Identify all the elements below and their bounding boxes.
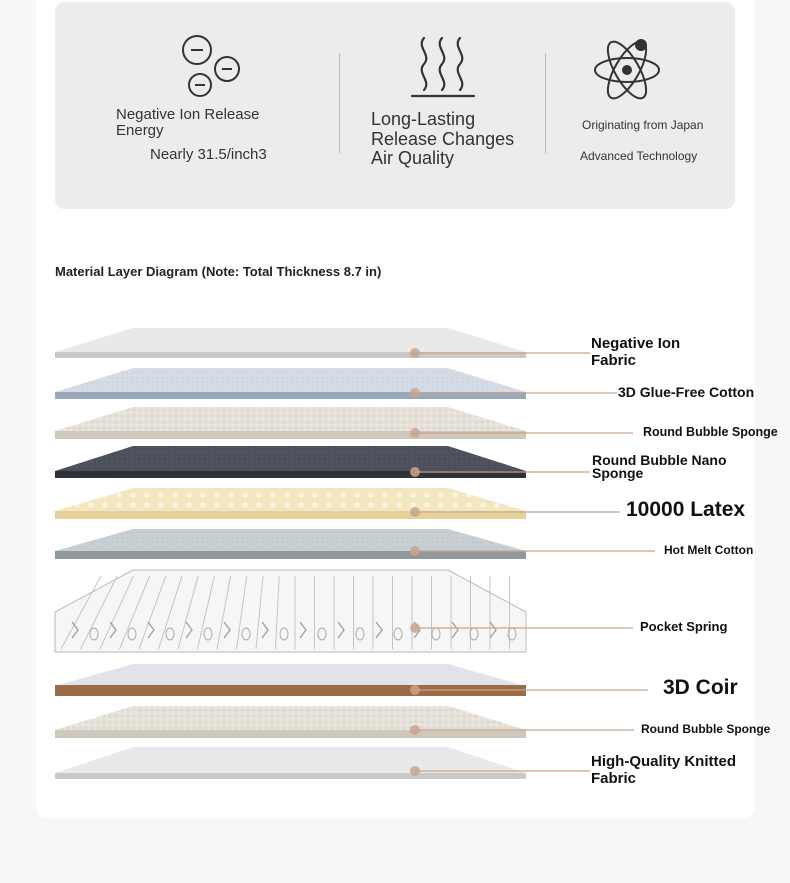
layer-round-bubble-sponge-top [55,407,633,439]
layer-pocket-spring [55,570,633,652]
label-hot-melt-cotton: Hot Melt Cotton [664,542,754,557]
leader-dot [410,623,420,633]
feature-air-quality-title: Long-Lasting Release Changes Air Quality [371,109,515,168]
leader-dot [410,725,420,735]
layer-high-quality-knitted-fabric [55,747,590,779]
label-3d-coir: 3D Coir [663,676,738,700]
leader-dot [410,467,420,477]
feature-origin-value: Advanced Technology [580,149,698,163]
label-high-quality-knitted-fabric: High-Quality Knitted Fabric [591,753,736,787]
layer-hot-melt-cotton [55,529,655,559]
label-pocket-spring: Pocket Spring [640,619,728,635]
diagram-title: Material Layer Diagram (Note: Total Thickness 8.7 in) [55,264,382,279]
label-round-bubble-sponge-bottom: Round Bubble Sponge [641,721,771,736]
label-round-bubble-sponge-top: Round Bubble Sponge [643,424,778,439]
leader-dot [410,428,420,438]
layer-3d-coir [55,664,648,696]
leader-dot [410,388,420,398]
label-3d-glue-free-cotton: 3D Glue-Free Cotton [618,383,755,400]
label-10000-latex: 10000 Latex [626,498,746,522]
leader-dot [410,348,420,358]
feature-negative-ion-title: Negative Ion Release Energy [116,106,260,139]
leader-dot [410,766,420,776]
feature-origin-title: Originating from Japan [582,118,704,132]
layer-3d-glue-free-cotton [55,368,617,399]
layer-round-bubble-sponge-bottom [55,706,634,738]
layer-10000-latex [55,488,620,519]
leader-dot [410,507,420,517]
feature-negative-ion-value: Nearly 31.5/inch3 [150,146,267,163]
label-negative-ion-fabric: Negative Ion Fabric [591,335,681,369]
label-round-bubble-nano-sponge: Round Bubble Nano Sponge [592,452,727,481]
leader-dot [410,685,420,695]
layer-round-bubble-nano-sponge [55,446,590,478]
leader-dot [410,546,420,556]
layer-negative-ion-fabric [55,328,590,358]
